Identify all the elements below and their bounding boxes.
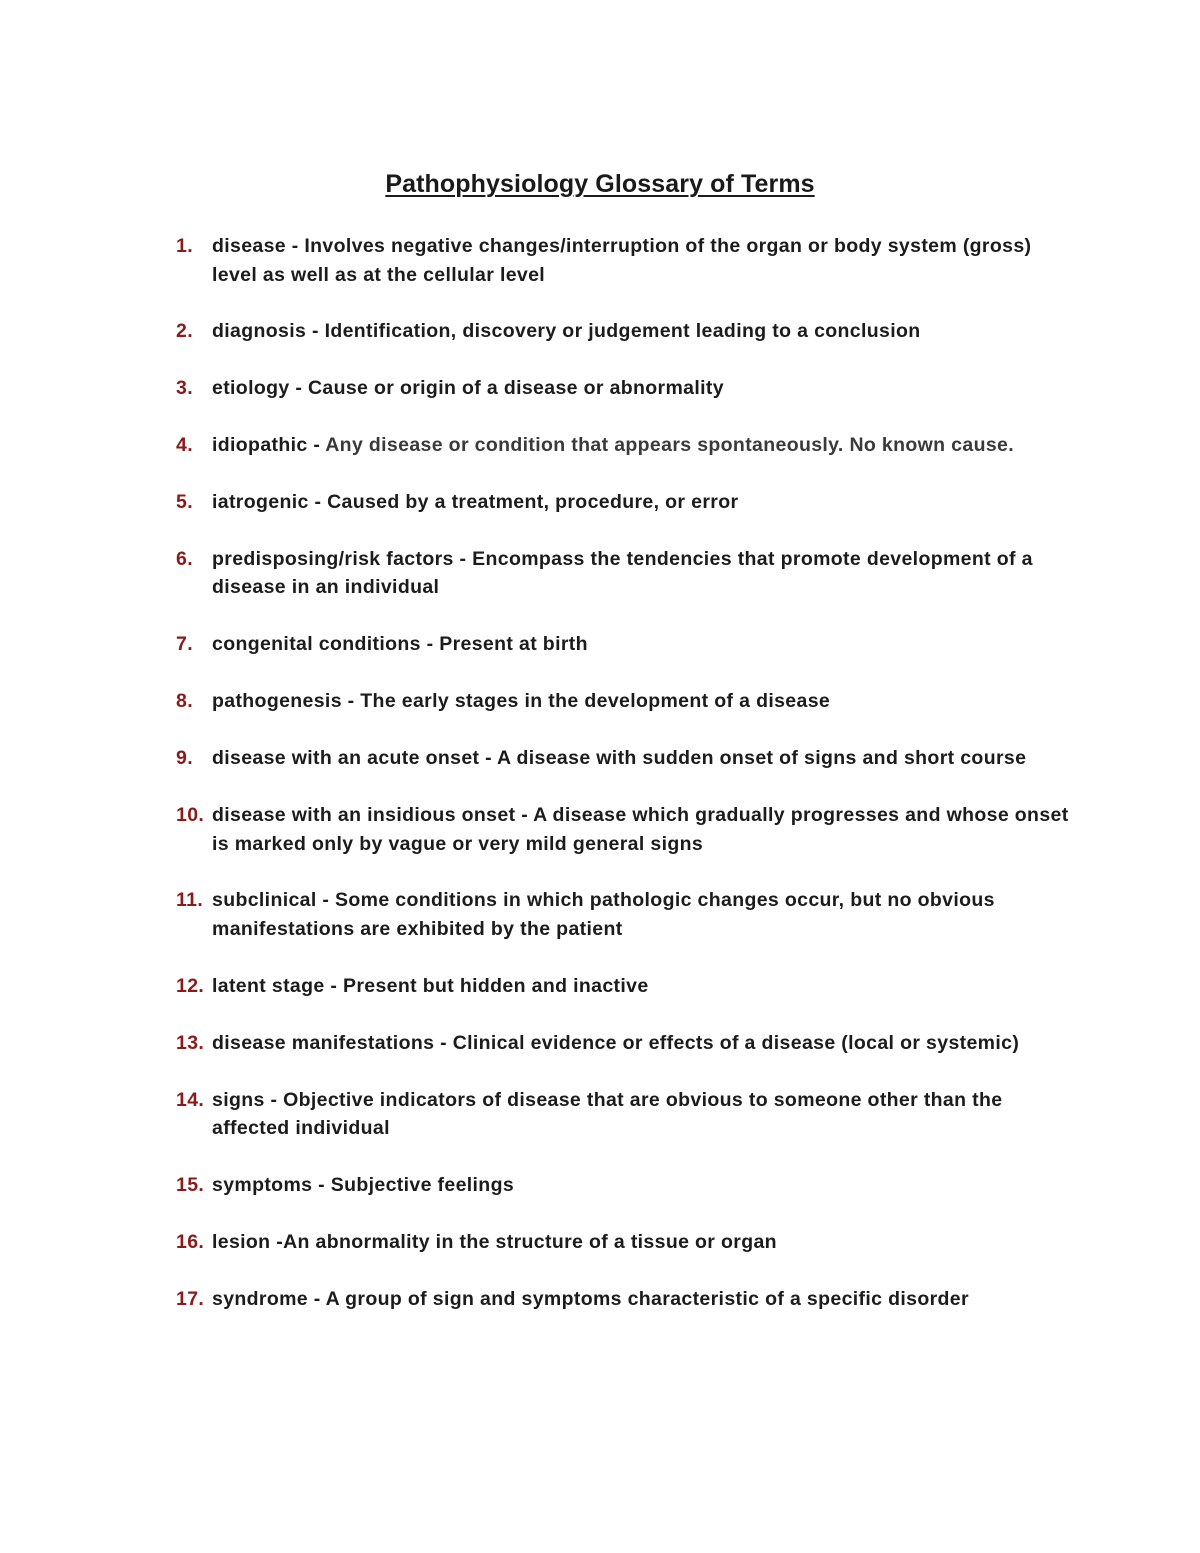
entry-number: 6.	[176, 547, 193, 570]
entry-number: 10.	[176, 804, 205, 827]
entry-definition: A disease with sudden onset of signs and short course	[497, 747, 1027, 770]
entry-number: 1.	[176, 235, 193, 257]
entry-number: 7.	[176, 633, 193, 656]
entry-separator: -	[286, 235, 305, 257]
glossary-entry	[170, 801, 1070, 858]
entry-definition: Any disease or condition that appears spontaneously. No known cause.	[325, 434, 1014, 457]
glossary-entry	[170, 1228, 1070, 1257]
glossary-entry	[170, 630, 1070, 659]
entry-number: 8.	[176, 690, 193, 713]
glossary-entry	[170, 317, 1070, 346]
entry-separator: -	[324, 974, 343, 997]
entry-definition: Subjective feelings	[330, 1173, 515, 1196]
entry-separator: -	[264, 1088, 284, 1111]
entry-number: 14.	[176, 1088, 205, 1111]
entry-term: congenital conditions	[212, 633, 421, 656]
entry-term: diagnosis	[212, 320, 307, 343]
entry-term: signs	[212, 1088, 265, 1111]
entry-term: idiopathic	[212, 434, 308, 457]
glossary-entry	[170, 232, 1070, 289]
entry-term: syndrome	[212, 1287, 308, 1310]
glossary-entry	[170, 1029, 1070, 1058]
entry-separator: -	[434, 1031, 453, 1054]
glossary-entry	[170, 972, 1070, 1001]
entry-definition: A disease which gradually progresses and whose onset is marked only by vague or very mild general signs	[212, 804, 1069, 855]
glossary-entry	[170, 545, 1070, 602]
entry-separator: -	[308, 1287, 321, 1310]
entry-term: predisposing/risk factors	[212, 547, 454, 570]
glossary-entry	[170, 431, 1070, 460]
entry-number: 17.	[176, 1287, 205, 1310]
entry-definition: Clinical evidence or effects of a disease (local or systemic)	[452, 1031, 1020, 1054]
glossary-entry	[170, 1086, 1070, 1143]
entry-number: 13.	[176, 1031, 205, 1054]
entry-number: 4.	[176, 434, 193, 457]
entry-term: disease	[212, 235, 287, 257]
glossary-entry	[170, 488, 1070, 517]
glossary-entry	[170, 687, 1070, 716]
entry-definition: Encompass the tendencies that promote development of a disease in an individual	[212, 547, 1033, 599]
entry-definition: Objective indicators of disease that are obvious to someone other than the affected individual	[212, 1088, 1003, 1140]
entry-separator: -	[420, 633, 440, 656]
entry-separator: -	[308, 491, 328, 514]
entry-separator: -	[515, 804, 534, 827]
entry-term: iatrogenic	[212, 491, 309, 514]
glossary-entry	[170, 1285, 1070, 1314]
entry-number: 2.	[176, 320, 193, 343]
entry-definition: Some conditions in which pathologic changes occur, but no obvious manifestations are exhibited by the patient	[212, 889, 995, 940]
entry-number: 11.	[176, 889, 204, 912]
entry-definition: Present but hidden and inactive	[342, 974, 649, 997]
entry-number: 9.	[176, 747, 193, 770]
entry-separator: -	[270, 1230, 284, 1253]
entry-separator: -	[312, 1173, 331, 1196]
entry-number: 3.	[176, 377, 193, 400]
entry-definition: A group of sign and symptoms characteristic of a specific disorder	[320, 1287, 969, 1310]
entry-definition: Present at birth	[439, 633, 588, 656]
glossary-list	[170, 232, 1070, 1342]
entry-definition: Identification, discovery or judgement leading to a conclusion	[324, 320, 921, 343]
entry-term: pathogenesis	[212, 690, 342, 713]
glossary-entry	[170, 374, 1070, 403]
page-title: Pathophysiology Glossary of Terms	[385, 170, 815, 198]
entry-definition: The early stages in the development of a disease	[360, 690, 831, 713]
entry-term: subclinical	[212, 889, 317, 912]
entry-number: 12.	[176, 974, 205, 997]
entry-term: symptoms	[212, 1173, 313, 1196]
entry-separator: -	[453, 547, 473, 570]
entry-definition: Involves negative changes/interruption of the organ or body system (gross) level as well as at the cellular level	[212, 235, 1032, 286]
entry-separator: -	[479, 747, 498, 770]
entry-term: latent stage	[212, 974, 325, 997]
entry-definition: Caused by a treatment, procedure, or error	[327, 491, 739, 514]
entry-definition: An abnormality in the structure of a tissue or organ	[283, 1230, 777, 1253]
entry-term: disease manifestations	[212, 1031, 435, 1054]
entry-term: disease with an acute onset	[212, 747, 480, 770]
entry-term: lesion	[212, 1230, 271, 1253]
glossary-entry	[170, 744, 1070, 773]
entry-separator: -	[306, 320, 325, 343]
entry-term: disease with an insidious onset	[212, 804, 516, 827]
entry-separator: -	[341, 690, 361, 713]
entry-separator: -	[307, 434, 326, 457]
entry-separator: -	[316, 889, 336, 912]
entry-term: etiology	[212, 377, 290, 400]
entry-number: 5.	[176, 491, 193, 514]
entry-definition: Cause or origin of a disease or abnormality	[307, 377, 724, 400]
entry-number: 15.	[176, 1173, 205, 1196]
glossary-entry	[170, 886, 1070, 943]
glossary-entry	[170, 1171, 1070, 1200]
entry-separator: -	[289, 377, 308, 400]
entry-number: 16.	[176, 1230, 205, 1253]
